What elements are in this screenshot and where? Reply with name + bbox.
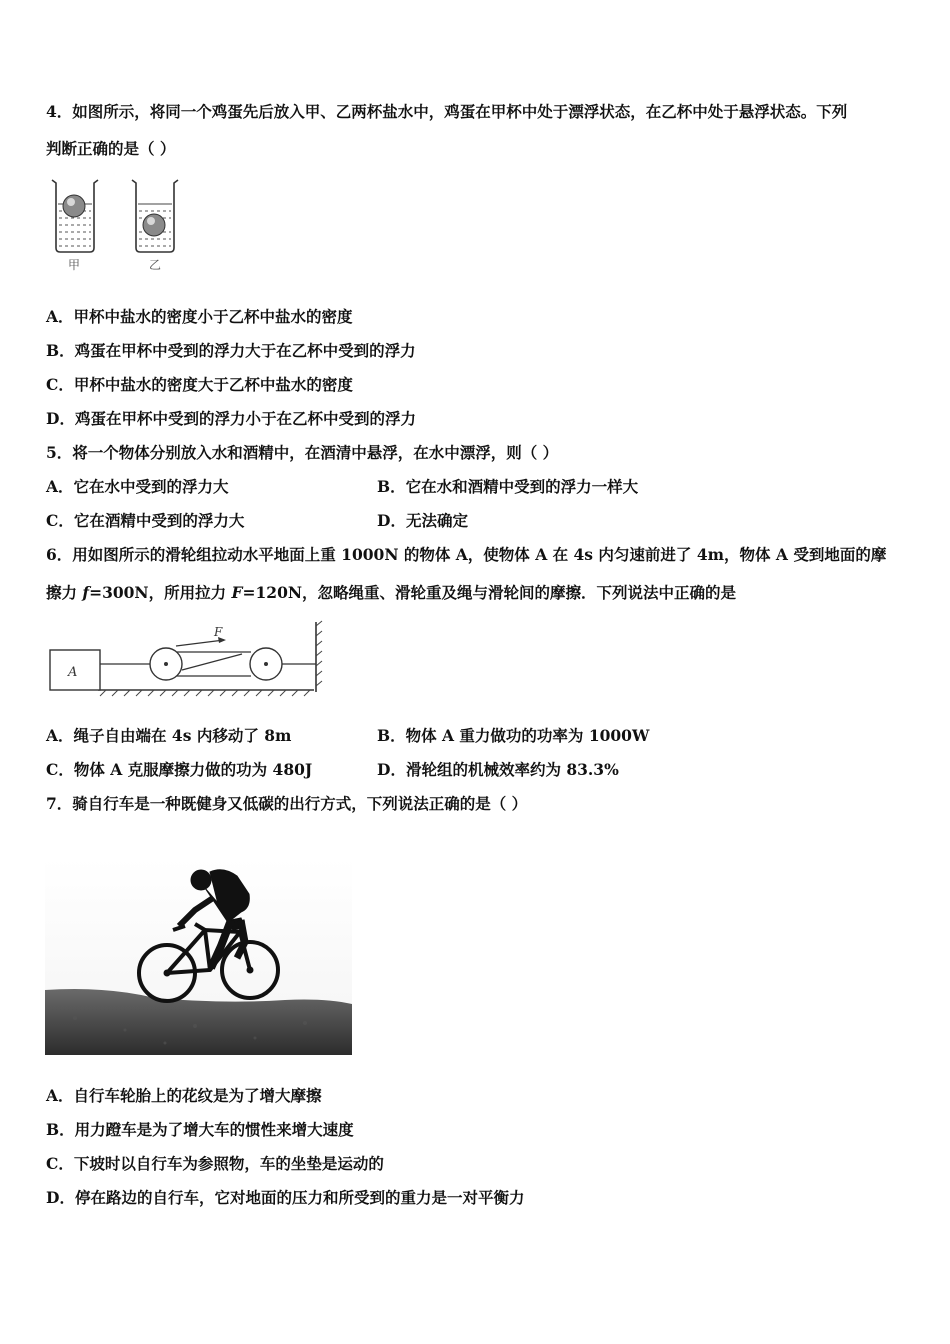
q4-beakers-figure bbox=[46, 174, 186, 274]
q4-option-b: B．鸡蛋在甲杯中受到的浮力大于在乙杯中受到的浮力 bbox=[46, 341, 416, 360]
q6-option-b: B．物体 A 重力做功的功率为 1000W bbox=[377, 726, 650, 745]
force-label: F bbox=[214, 625, 223, 639]
beaker-jia bbox=[52, 180, 98, 252]
q5-option-d: D．无法确定 bbox=[377, 511, 468, 530]
q4-option-d: D．鸡蛋在甲杯中受到的浮力小于在乙杯中受到的浮力 bbox=[46, 409, 416, 428]
q5-option-a: A．它在水中受到的浮力大 bbox=[46, 477, 229, 496]
q6-option-a: A．绳子自由端在 4s 内移动了 8m bbox=[46, 726, 292, 745]
q7-option-a: A．自行车轮胎上的花纹是为了增大摩擦 bbox=[46, 1086, 322, 1105]
q4-option-a: A．甲杯中盐水的密度小于乙杯中盐水的密度 bbox=[46, 307, 353, 326]
block-a-label: A bbox=[68, 665, 78, 680]
q4-stem-line1: 4．如图所示，将同一个鸡蛋先后放入甲、乙两杯盐水中，鸡蛋在甲杯中处于漂浮状态，在乙杯中处于悬浮状态。下列 bbox=[46, 102, 848, 121]
q6-option-c: C．物体 A 克服摩擦力做的功为 480J bbox=[46, 760, 313, 779]
q5-option-b: B．它在水和酒精中受到的浮力一样大 bbox=[377, 477, 639, 496]
q5-option-c: C．它在酒精中受到的浮力大 bbox=[46, 511, 245, 530]
q7-option-c: C．下坡时以自行车为参照物，车的坐垫是运动的 bbox=[46, 1154, 384, 1173]
q6-stem-line1: 6．用如图所示的滑轮组拉动水平地面上重 1000N 的物体 A，使物体 A 在 4s 内匀速前进了 4m，物体 A 受到地面的摩 bbox=[46, 545, 887, 564]
q6-stem-line2: 擦力 f=300N，所用拉力 F=120N，忽略绳重、滑轮重及绳与滑轮间的摩擦．下列说法中正确的是 bbox=[46, 583, 737, 602]
q5-stem: 5．将一个物体分别放入水和酒精中，在酒清中悬浮，在水中漂浮，则（ ） bbox=[46, 443, 559, 462]
beaker-yi bbox=[132, 180, 178, 252]
q4-stem-line2: 判断正确的是（ ） bbox=[46, 139, 176, 158]
q7-option-d: D．停在路边的自行车，它对地面的压力和所受到的重力是一对平衡力 bbox=[46, 1188, 525, 1207]
q6-pulley-figure bbox=[46, 618, 326, 703]
q7-cyclist-photo bbox=[45, 858, 352, 1055]
label-jia: 甲 bbox=[68, 258, 81, 272]
q7-option-b: B．用力蹬车是为了增大车的惯性来增大速度 bbox=[46, 1120, 354, 1139]
egg-floating bbox=[63, 195, 85, 217]
q4-option-c: C．甲杯中盐水的密度大于乙杯中盐水的密度 bbox=[46, 375, 353, 394]
egg-suspended bbox=[143, 214, 165, 236]
q7-stem: 7．骑自行车是一种既健身又低碳的出行方式，下列说法正确的是（ ） bbox=[46, 794, 528, 813]
label-yi: 乙 bbox=[149, 258, 162, 272]
q6-option-d: D．滑轮组的机械效率约为 83.3% bbox=[377, 760, 619, 779]
